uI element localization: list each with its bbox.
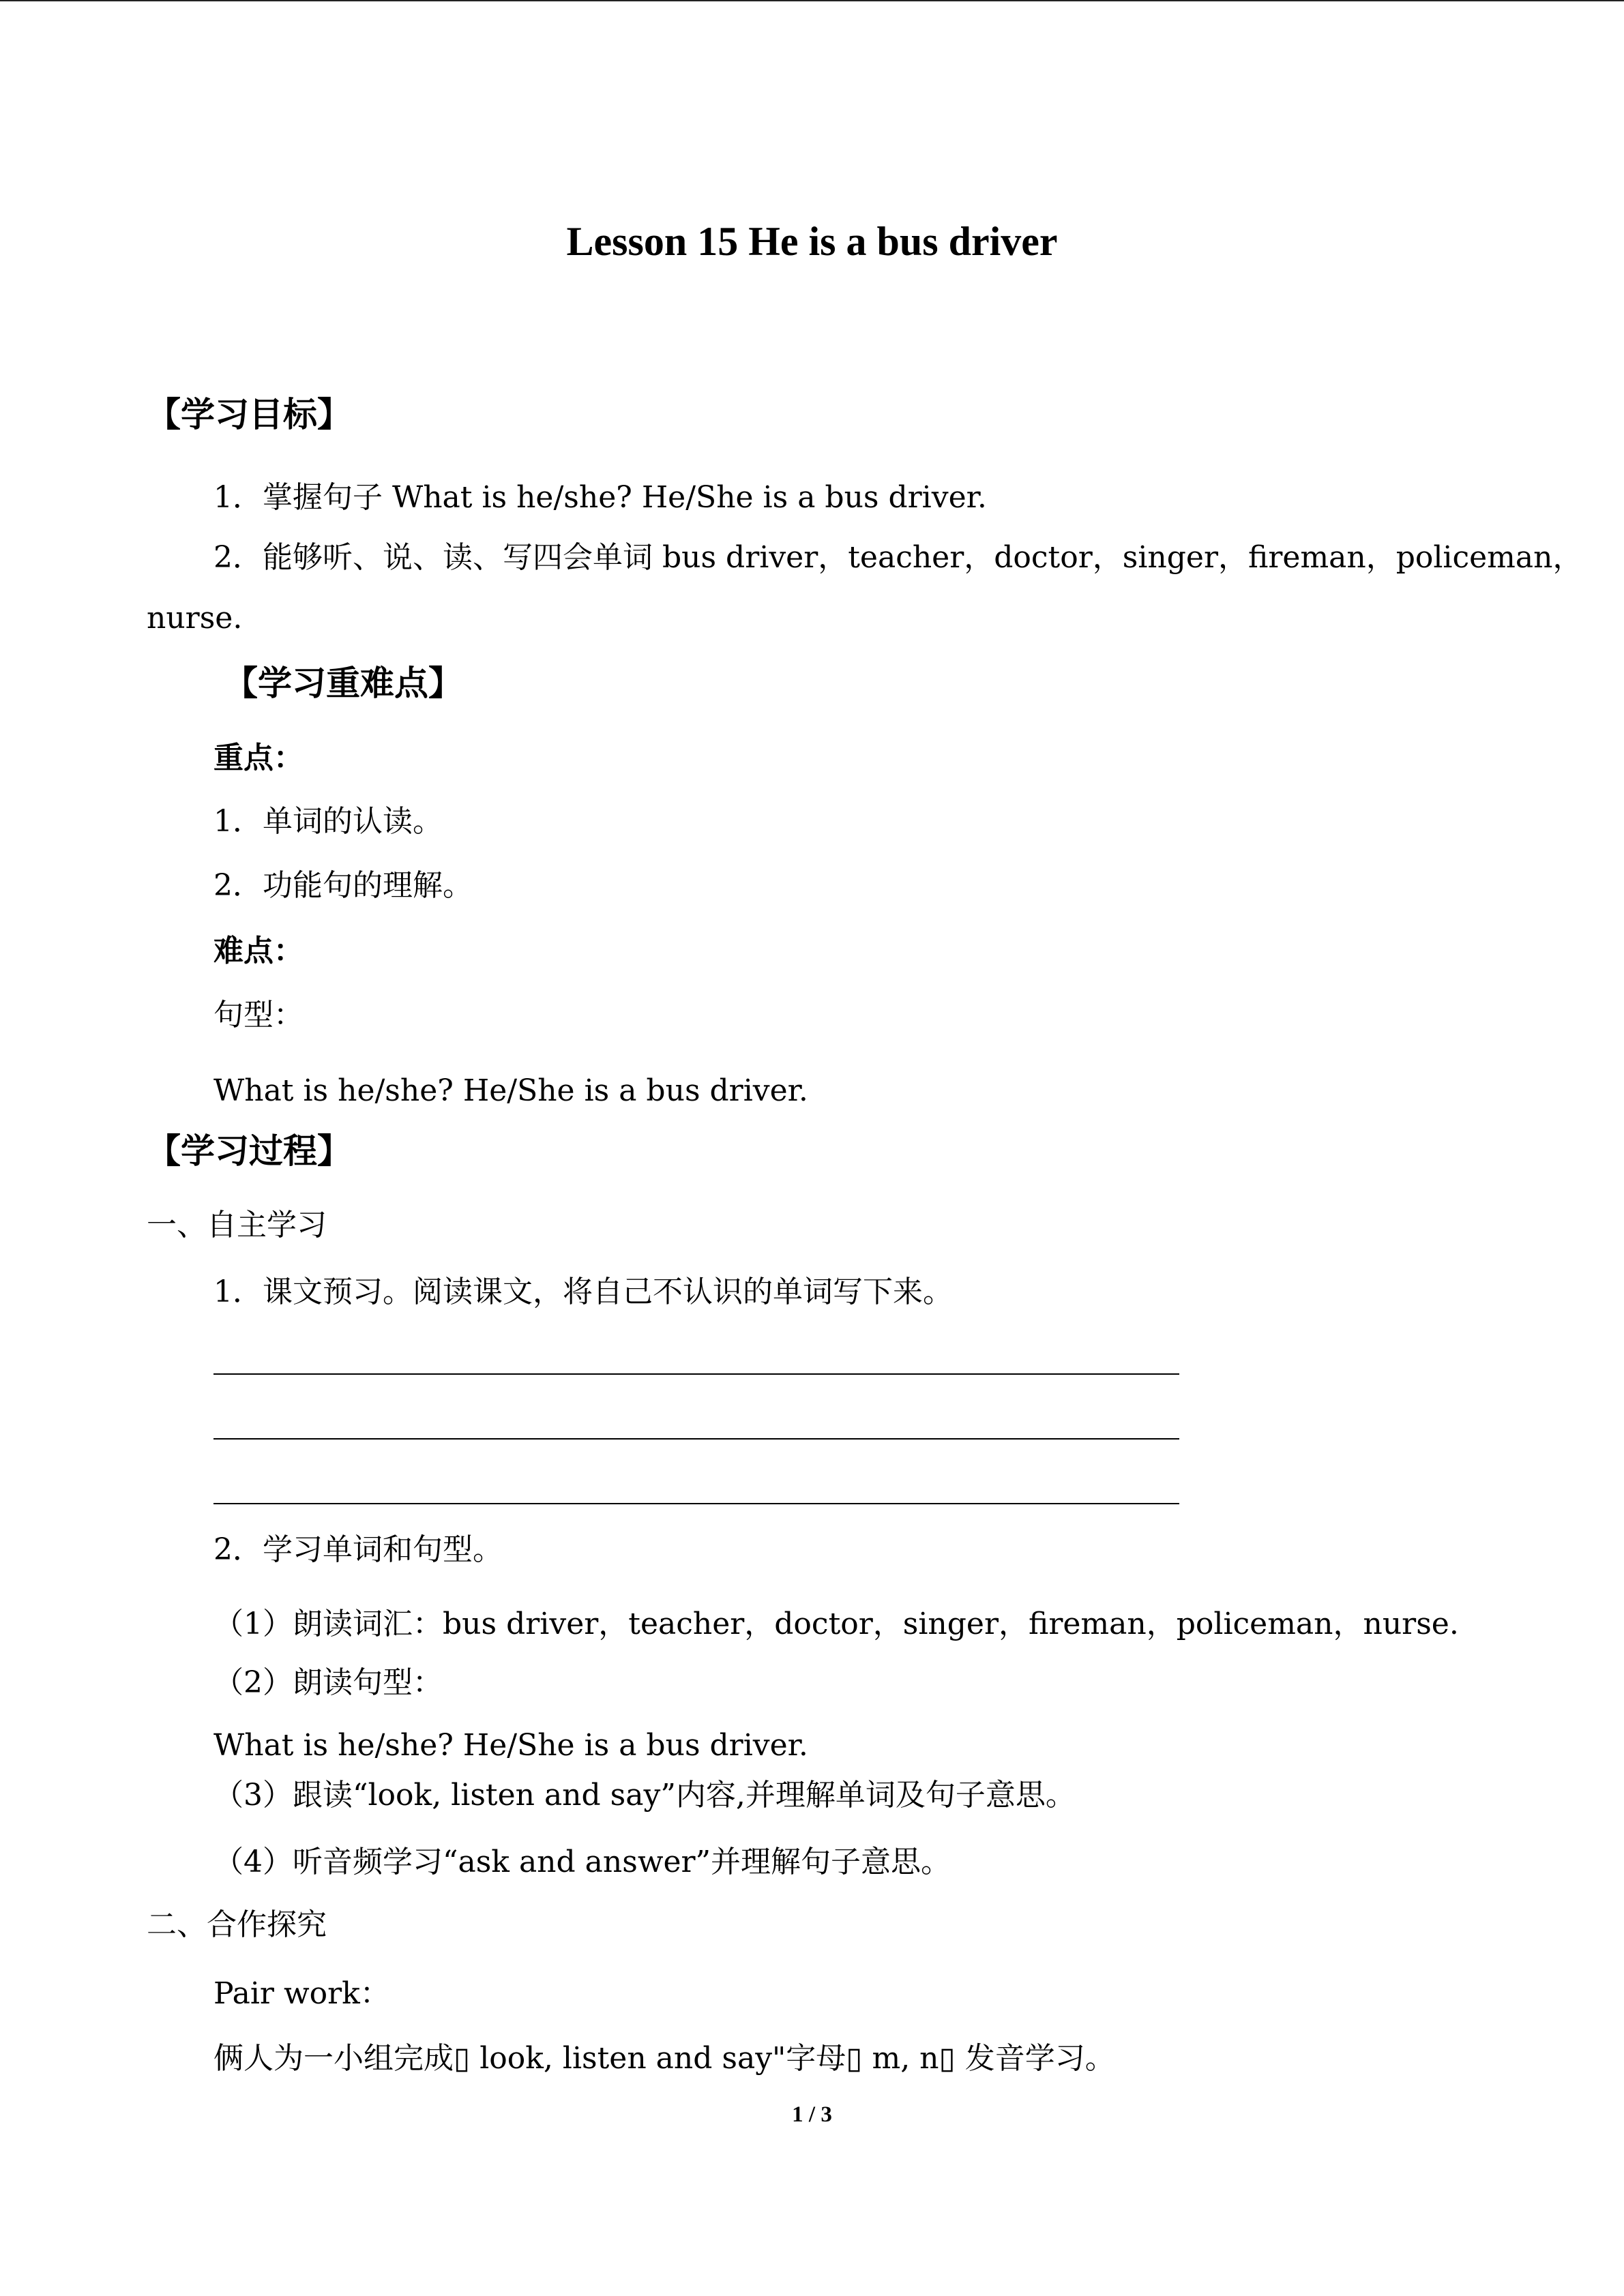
objective-2-continued: nurse.	[147, 601, 243, 636]
step-1: 1．课文预习。阅读课文，将自己不认识的单词写下来。	[213, 1274, 953, 1309]
lesson-title: Lesson 15 He is a bus driver	[566, 219, 1058, 264]
page-number: 1 / 3	[792, 2102, 832, 2127]
sentence-pattern: What is he/she? He/She is a bus driver.	[213, 1073, 808, 1108]
difficult-points-label: 难点：	[213, 934, 304, 968]
answer-line-2[interactable]	[213, 1438, 1179, 1440]
step-2-d: （4）听音频学习“ask and answer”并理解句子意思。	[213, 1845, 951, 1879]
pair-work-label: Pair work：	[213, 1976, 390, 2011]
step-2-a: （1）朗读词汇：bus driver，teacher，doctor，singer，fireman，policeman，nurse.	[213, 1607, 1459, 1641]
objective-1: 1．掌握句子 What is he/she? He/She is a bus driver.	[213, 480, 987, 515]
key-points-heading: 【学习重难点】	[224, 663, 462, 703]
pair-work-task: 俩人为一小组完成▯ look, listen and say"字母▯ m, n▯ 发音学习。	[213, 2041, 1115, 2076]
step-2-c: （3）跟读“look, listen and say”内容,并理解单词及句子意思。	[213, 1778, 1076, 1813]
part-2-heading: 二、合作探究	[147, 1907, 327, 1942]
objectives-heading: 【学习目标】	[147, 394, 351, 434]
answer-line-1[interactable]	[213, 1373, 1179, 1375]
key-point-1: 1．单词的认读。	[213, 804, 443, 839]
key-point-2: 2．功能句的理解。	[213, 868, 473, 903]
step-2-b: （2）朗读句型：	[213, 1665, 443, 1700]
answer-line-3[interactable]	[213, 1503, 1179, 1504]
part-1-heading: 一、自主学习	[147, 1208, 327, 1242]
sentence-pattern-label: 句型：	[213, 998, 304, 1032]
process-heading: 【学习过程】	[147, 1131, 351, 1171]
key-points-label: 重点：	[213, 741, 304, 775]
step-2: 2．学习单词和句型。	[213, 1532, 503, 1567]
step-2-b-sentence: What is he/she? He/She is a bus driver.	[213, 1728, 808, 1763]
objective-2: 2．能够听、说、读、写四会单词 bus driver，teacher，doctor，singer，fireman，policeman，	[213, 540, 1583, 575]
